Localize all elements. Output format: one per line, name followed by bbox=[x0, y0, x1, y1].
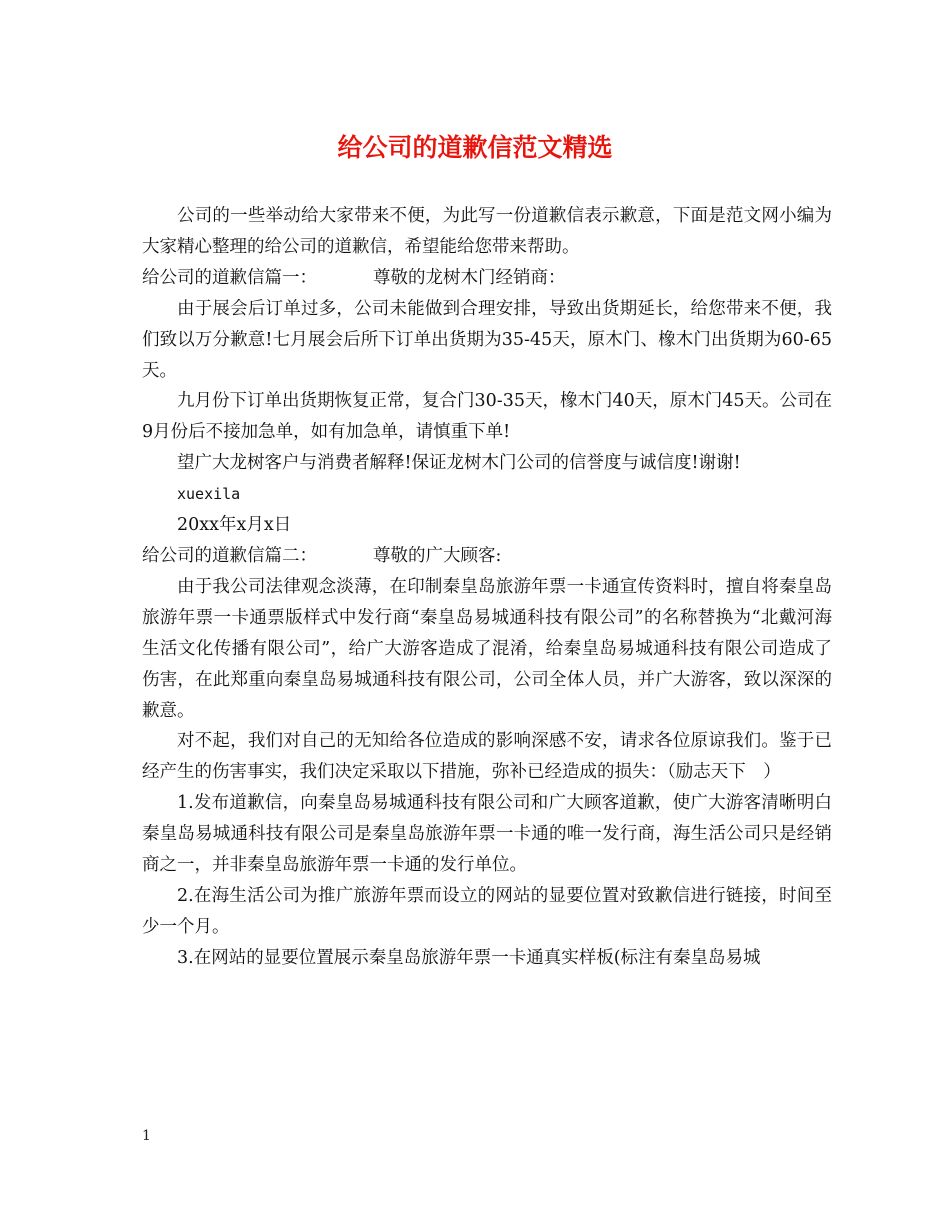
page-number: 1 bbox=[142, 1128, 151, 1144]
section2-paragraph: 由于我公司法律观念淡薄，在印制秦皇岛旅游年票一卡通宣传资料时，擅自将秦皇岛旅游年票一卡通票版样式中发行商“秦皇岛易城通科技有限公司”的名称替换为“北戴河海生活文化传播有限公司”，给广大游客造成了混淆，给秦皇岛易城通科技有限公司造成了伤害，在此郑重向秦皇岛易城通科技有限公司，公司全体人员，并广大游客，致以深深的歉意。 bbox=[142, 576, 832, 721]
section1-date: 20xx年x月x日 bbox=[177, 515, 292, 536]
section2-list-item: 1.发布道歉信，向秦皇岛易城通科技有限公司和广大顾客道歉，使广大游客清晰明白秦皇岛易城通科技有限公司是秦皇岛旅游年票一卡通的唯一发行商，海生活公司只是经销商之一，并非秦皇岛旅游年票一卡通的发行单位。 bbox=[142, 793, 832, 876]
document-body bbox=[142, 201, 832, 974]
intro-paragraph: 公司的一些举动给大家带来不便，为此写一份道歉信表示歉意，下面是范文网小编为大家精心整理的给公司的道歉信，希望能给您带来帮助。 bbox=[142, 206, 832, 257]
section2-salutation: 尊敬的广大顾客: bbox=[373, 545, 502, 566]
section1-heading-line bbox=[142, 263, 832, 294]
section1-paragraph: 望广大龙树客户与消费者解释!保证龙树木门公司的信誉度与诚信度!谢谢! bbox=[177, 453, 741, 474]
section2-list-item: 2.在海生活公司为推广旅游年票而设立的网站的显要位置对致歉信进行链接，时间至少一个月。 bbox=[142, 885, 832, 937]
section2-heading-line bbox=[142, 541, 832, 572]
section2-list-item: 3.在网站的显要位置展示秦皇岛旅游年票一卡通真实样板(标注有秦皇岛易城 bbox=[177, 947, 761, 968]
section1-salutation: 尊敬的龙树木门经销商： bbox=[373, 267, 566, 288]
section2-paragraph: 对不起，我们对自己的无知给各位造成的影响深感不安，请求各位原谅我们。鉴于已经产生的伤害事实，我们决定采取以下措施，弥补已经造成的损失：（励志天下 ） bbox=[142, 731, 832, 783]
section1-heading: 给公司的道歉信篇一： bbox=[142, 267, 317, 288]
section1-paragraph: 九月份下订单出货期恢复正常，复合门30-35天，橡木门40天，原木门45天。公司在9月份后不接加急单，如有加急单，请慎重下单! bbox=[142, 391, 832, 443]
section1-paragraph: 由于展会后订单过多，公司未能做到合理安排，导致出货期延长，给您带来不便，我们致以万分歉意!七月展会后所下订单出货期为35-45天，原木门、橡木门出货期为60-65天。 bbox=[142, 298, 832, 381]
section1-signature: xuexila bbox=[177, 485, 241, 504]
section2-heading: 给公司的道歉信篇二： bbox=[142, 545, 317, 566]
document-title: 给公司的道歉信范文精选 bbox=[337, 133, 613, 162]
